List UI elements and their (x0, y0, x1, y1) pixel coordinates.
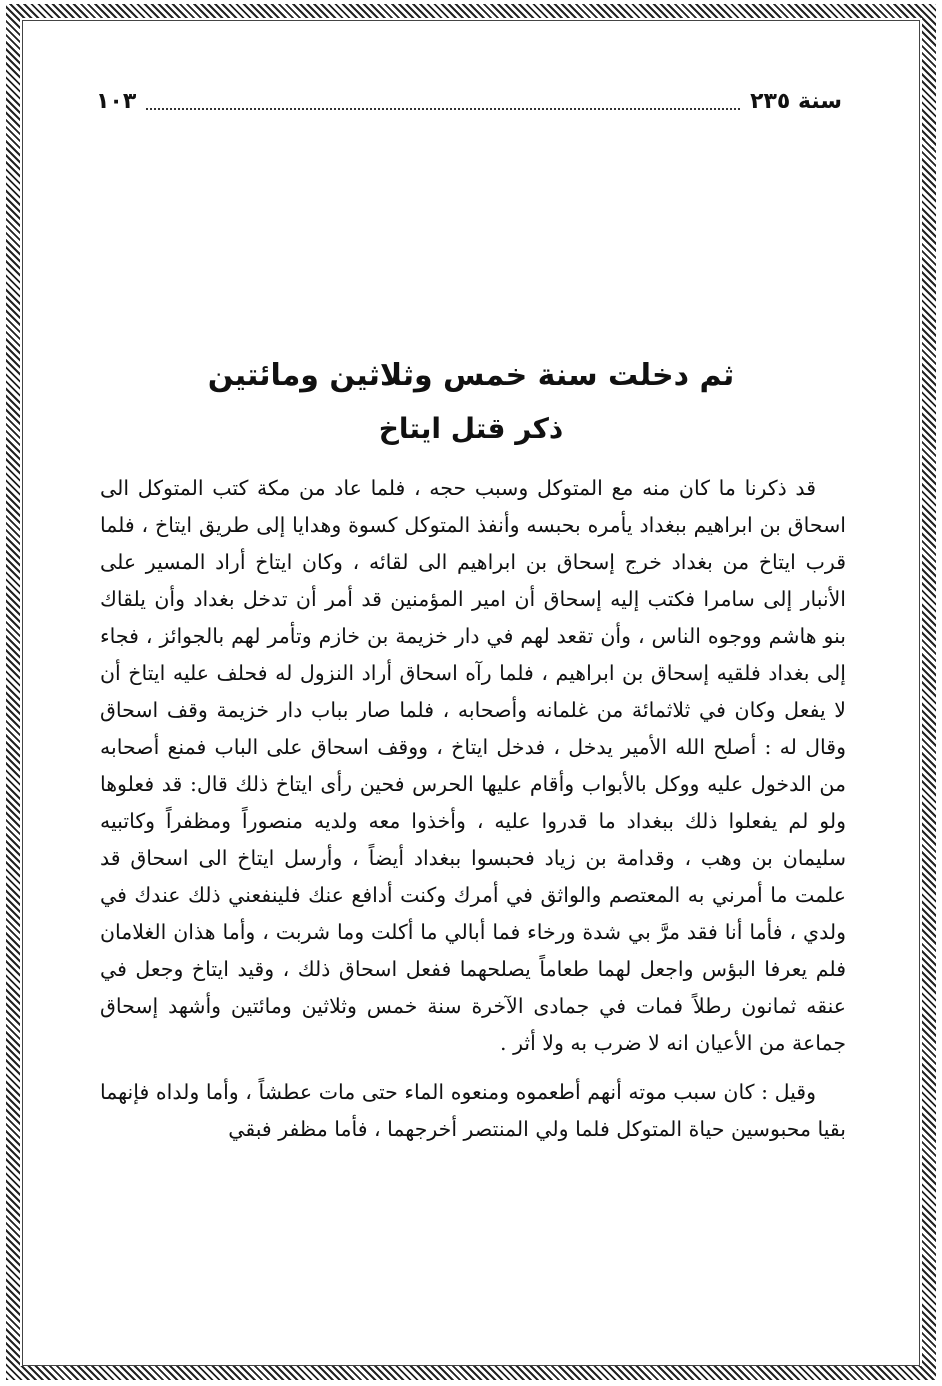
header-dot-leader (146, 92, 740, 110)
chapter-title: ثم دخلت سنة خمس وثلاثين ومائتين (207, 358, 735, 393)
paragraph: قد ذكرنا ما كان منه مع المتوكل وسبب حجه ، فلما عاد من مكة كتب المتوكل الى اسحاق بن ابراهيم ببغداد يأمره بحبسه وأنفذ المتوكل كسوة وهدايا إلى طريق ايتاخ ، فلما قرب ايتاخ من بغداد خرج إسحاق بن ابراهيم الى لقائه ، وكان ايتاخ أراد المسير على الأنبار إلى سامرا فكتب إليه إسحاق أن امير المؤمنين قد أمر أن تدخل بغداد وأن يلقاك بنو هاشم ووجوه الناس ، وأن تقعد لهم في دار خزيمة بن خازم وتأمر لهم بالجوائز ، فجاء إلى بغداد فلقيه إسحاق بن ابراهيم ، فلما رآه اسحاق أراد النزول له فحلف عليه ايتاخ أن لا يفعل وكان في ثلاثمائة من غلمانه وأصحابه ، فلما صار بباب دار خزيمة وقف اسحاق وقال له : أصلح الله الأمير يدخل ، فدخل ايتاخ ، ووقف اسحاق على الباب فمنع أصحابه من الدخول عليه ووكل بالأبواب وأقام عليها الحرس فحين رأى ايتاخ ذلك قال: قد فعلوها ولو لم يفعلوا ذلك ببغداد ما قدروا عليه ، وأخذوا معه ولديه منصوراً ومظفراً وكاتبيه سليمان بن وهب ، وقدامة بن زياد فحبسوا ببغداد أيضاً ، وأرسل ايتاخ الى اسحاق قد علمت ما أمرني به المعتصم والواثق في أمرك وكنت أدافع عنك فلينفعني ذلك عندك في ولدي ، فأما أنا فقد مرَّ بي شدة ورخاء فما أبالي ما أكلت وما شربت ، وأما هذان الغلامان فلم يعرفا البؤس واجعل لهما طعاماً يصلحهما ففعل اسحاق ذلك ، وقيد ايتاخ وجعل في عنقه ثمانون رطلاً فمات في جمادى الآخرة سنة خمس وثلاثين ومائتين وأشهد إسحاق جماعة من الأعيان انه لا ضرب به ولا أثر . (100, 476, 846, 1055)
paragraph: وقيل : كان سبب موته أنهم أطعموه ومنعوه الماء حتى مات عطشاً ، وأما ولداه فإنهما بقيا محبوسين حياة المتوكل فلما ولي المنتصر أخرجهما ، فأما مظفر فبقي (100, 1080, 846, 1141)
running-head (96, 86, 842, 116)
page-number: ١٠٣ (96, 88, 137, 114)
header-year: سنة ٢٣٥ (750, 88, 842, 114)
section-title: ذكر قتل ايتاخ (378, 412, 564, 445)
body-text (100, 470, 846, 1148)
